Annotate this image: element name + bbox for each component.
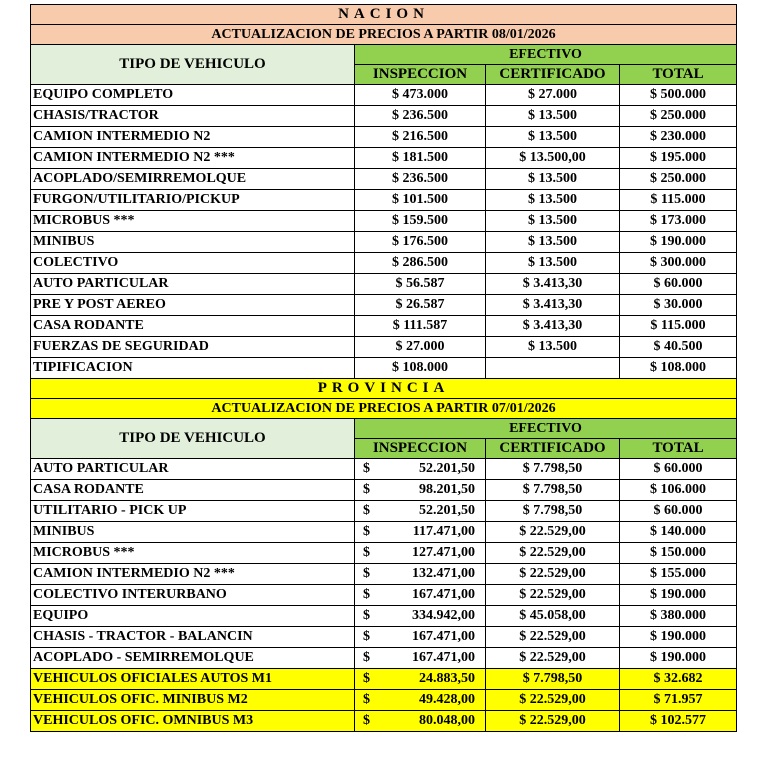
vehicle-type: VEHICULOS OFIC. OMNIBUS M3: [31, 710, 355, 731]
vehicle-type: CAMION INTERMEDIO N2: [31, 127, 355, 148]
certificado-price: $ 7.798,50: [486, 479, 620, 500]
inspeccion-cell: [355, 647, 486, 668]
provincia-header-tipo: TIPO DE VEHICULO: [31, 418, 355, 458]
nacion-header-total: TOTAL: [620, 65, 737, 85]
provincia-row: [31, 500, 737, 521]
inspeccion-cell: [355, 626, 486, 647]
nacion-subtitle: ACTUALIZACION DE PRECIOS A PARTIR 08/01/2026: [31, 25, 737, 45]
certificado-price: $ 27.000: [486, 85, 620, 106]
inspeccion-price: 52.201,50: [419, 502, 475, 518]
inspeccion-price: $ 176.500: [355, 232, 486, 253]
certificado-price: $ 22.529,00: [486, 521, 620, 542]
inspeccion-price: $ 108.000: [355, 358, 486, 379]
currency-symbol: $: [363, 670, 370, 686]
inspeccion-cell: [355, 542, 486, 563]
provincia-header-inspeccion: INSPECCION: [355, 438, 486, 458]
inspeccion-price: $ 236.500: [355, 169, 486, 190]
certificado-price: $ 13.500: [486, 232, 620, 253]
vehicle-type: FURGON/UTILITARIO/PICKUP: [31, 190, 355, 211]
total-price: $ 32.682: [620, 668, 737, 689]
total-price: $ 173.000: [620, 211, 737, 232]
provincia-subtitle-row: [31, 398, 737, 418]
nacion-header-efectivo: EFECTIVO: [355, 45, 737, 65]
vehicle-type: CASA RODANTE: [31, 479, 355, 500]
provincia-header-row-1: [31, 418, 737, 438]
certificado-price: $ 13.500: [486, 169, 620, 190]
total-price: $ 60.000: [620, 274, 737, 295]
inspeccion-money: [357, 564, 483, 584]
inspeccion-price: $ 101.500: [355, 190, 486, 211]
total-price: $ 40.500: [620, 337, 737, 358]
currency-symbol: $: [363, 649, 370, 665]
nacion-row: [31, 316, 737, 337]
nacion-title-row: [31, 5, 737, 25]
certificado-price: $ 22.529,00: [486, 647, 620, 668]
inspeccion-money: [357, 522, 483, 542]
inspeccion-cell: [355, 500, 486, 521]
provincia-row: [31, 563, 737, 584]
inspeccion-price: 132.471,00: [412, 565, 475, 581]
certificado-price: $ 22.529,00: [486, 563, 620, 584]
total-price: $ 155.000: [620, 563, 737, 584]
inspeccion-price: $ 216.500: [355, 127, 486, 148]
provincia-row: [31, 521, 737, 542]
provincia-row: [31, 689, 737, 710]
total-price: $ 102.577: [620, 710, 737, 731]
certificado-price: $ 3.413,30: [486, 295, 620, 316]
currency-symbol: $: [363, 523, 370, 539]
inspeccion-money: [357, 501, 483, 521]
currency-symbol: $: [363, 712, 370, 728]
nacion-header-certificado: CERTIFICADO: [486, 65, 620, 85]
total-price: $ 60.000: [620, 458, 737, 479]
total-price: $ 250.000: [620, 106, 737, 127]
certificado-price: $ 3.413,30: [486, 316, 620, 337]
vehicle-type: UTILITARIO - PICK UP: [31, 500, 355, 521]
currency-symbol: $: [363, 502, 370, 518]
currency-symbol: $: [363, 544, 370, 560]
total-price: $ 150.000: [620, 542, 737, 563]
total-price: $ 108.000: [620, 358, 737, 379]
total-price: $ 140.000: [620, 521, 737, 542]
total-price: $ 60.000: [620, 500, 737, 521]
vehicle-type: FUERZAS DE SEGURIDAD: [31, 337, 355, 358]
inspeccion-money: [357, 711, 483, 731]
inspeccion-price: $ 236.500: [355, 106, 486, 127]
provincia-row: [31, 584, 737, 605]
vehicle-type: CAMION INTERMEDIO N2 ***: [31, 148, 355, 169]
total-price: $ 106.000: [620, 479, 737, 500]
provincia-title: PROVINCIA: [31, 378, 737, 398]
total-price: $ 190.000: [620, 647, 737, 668]
inspeccion-price: $ 473.000: [355, 85, 486, 106]
inspeccion-price: 98.201,50: [419, 481, 475, 497]
inspeccion-cell: [355, 563, 486, 584]
total-price: $ 115.000: [620, 190, 737, 211]
total-price: $ 300.000: [620, 253, 737, 274]
provincia-subtitle: ACTUALIZACION DE PRECIOS A PARTIR 07/01/2026: [31, 398, 737, 418]
total-price: $ 500.000: [620, 85, 737, 106]
inspeccion-price: 167.471,00: [412, 649, 475, 665]
inspeccion-money: [357, 627, 483, 647]
currency-symbol: $: [363, 565, 370, 581]
provincia-table: [30, 378, 737, 732]
nacion-row: [31, 253, 737, 274]
provincia-title-row: [31, 378, 737, 398]
certificado-price: $ 22.529,00: [486, 584, 620, 605]
nacion-row: [31, 106, 737, 127]
inspeccion-cell: [355, 668, 486, 689]
nacion-row: [31, 295, 737, 316]
vehicle-type: CHASIS - TRACTOR - BALANCIN: [31, 626, 355, 647]
nacion-row: [31, 190, 737, 211]
total-price: $ 71.957: [620, 689, 737, 710]
inspeccion-price: 167.471,00: [412, 628, 475, 644]
inspeccion-price: 167.471,00: [412, 586, 475, 602]
vehicle-type: CASA RODANTE: [31, 316, 355, 337]
inspeccion-money: [357, 543, 483, 563]
currency-symbol: $: [363, 628, 370, 644]
vehicle-type: MICROBUS ***: [31, 211, 355, 232]
inspeccion-price: 117.471,00: [412, 523, 475, 539]
vehicle-type: COLECTIVO: [31, 253, 355, 274]
inspeccion-price: $ 56.587: [355, 274, 486, 295]
inspeccion-price: 49.428,00: [419, 691, 475, 707]
vehicle-type: MICROBUS ***: [31, 542, 355, 563]
total-price: $ 115.000: [620, 316, 737, 337]
inspeccion-cell: [355, 521, 486, 542]
nacion-row: [31, 358, 737, 379]
nacion-row: [31, 127, 737, 148]
provincia-row: [31, 710, 737, 731]
inspeccion-price: $ 26.587: [355, 295, 486, 316]
vehicle-type: CHASIS/TRACTOR: [31, 106, 355, 127]
nacion-header-row-1: [31, 45, 737, 65]
certificado-price: $ 22.529,00: [486, 626, 620, 647]
total-price: $ 230.000: [620, 127, 737, 148]
provincia-row: [31, 458, 737, 479]
certificado-price: $ 22.529,00: [486, 689, 620, 710]
certificado-price: $ 3.413,30: [486, 274, 620, 295]
nacion-header-tipo: TIPO DE VEHICULO: [31, 45, 355, 85]
inspeccion-money: [357, 648, 483, 668]
vehicle-type: AUTO PARTICULAR: [31, 458, 355, 479]
inspeccion-price: 80.048,00: [419, 712, 475, 728]
price-sheet: [30, 4, 736, 732]
provincia-row: [31, 542, 737, 563]
inspeccion-price: 127.471,00: [412, 544, 475, 560]
certificado-price: $ 7.798,50: [486, 668, 620, 689]
certificado-price: $ 7.798,50: [486, 458, 620, 479]
inspeccion-cell: [355, 710, 486, 731]
inspeccion-money: [357, 690, 483, 710]
certificado-price: $ 13.500: [486, 253, 620, 274]
certificado-price: $ 45.058,00: [486, 605, 620, 626]
inspeccion-cell: [355, 605, 486, 626]
nacion-row: [31, 337, 737, 358]
provincia-row: [31, 626, 737, 647]
inspeccion-price: $ 27.000: [355, 337, 486, 358]
certificado-price: [486, 358, 620, 379]
currency-symbol: $: [363, 607, 370, 623]
nacion-row: [31, 232, 737, 253]
certificado-price: $ 13.500,00: [486, 148, 620, 169]
inspeccion-money: [357, 585, 483, 605]
currency-symbol: $: [363, 460, 370, 476]
inspeccion-cell: [355, 458, 486, 479]
inspeccion-cell: [355, 584, 486, 605]
inspeccion-price: $ 111.587: [355, 316, 486, 337]
provincia-header-certificado: CERTIFICADO: [486, 438, 620, 458]
provincia-header-efectivo: EFECTIVO: [355, 418, 737, 438]
currency-symbol: $: [363, 691, 370, 707]
inspeccion-price: $ 181.500: [355, 148, 486, 169]
vehicle-type: MINIBUS: [31, 232, 355, 253]
inspeccion-money: [357, 480, 483, 500]
nacion-row: [31, 211, 737, 232]
inspeccion-money: [357, 459, 483, 479]
nacion-header-inspeccion: INSPECCION: [355, 65, 486, 85]
inspeccion-cell: [355, 689, 486, 710]
certificado-price: $ 13.500: [486, 337, 620, 358]
inspeccion-money: [357, 606, 483, 626]
certificado-price: $ 13.500: [486, 211, 620, 232]
vehicle-type: TIPIFICACION: [31, 358, 355, 379]
nacion-table: [30, 4, 737, 379]
vehicle-type: EQUIPO COMPLETO: [31, 85, 355, 106]
inspeccion-price: 24.883,50: [419, 670, 475, 686]
certificado-price: $ 13.500: [486, 190, 620, 211]
vehicle-type: COLECTIVO INTERURBANO: [31, 584, 355, 605]
total-price: $ 195.000: [620, 148, 737, 169]
vehicle-type: AUTO PARTICULAR: [31, 274, 355, 295]
provincia-row: [31, 479, 737, 500]
provincia-row: [31, 605, 737, 626]
currency-symbol: $: [363, 481, 370, 497]
nacion-row: [31, 85, 737, 106]
nacion-row: [31, 169, 737, 190]
total-price: $ 250.000: [620, 169, 737, 190]
total-price: $ 380.000: [620, 605, 737, 626]
provincia-row: [31, 647, 737, 668]
vehicle-type: VEHICULOS OFIC. MINIBUS M2: [31, 689, 355, 710]
vehicle-type: PRE Y POST AEREO: [31, 295, 355, 316]
total-price: $ 190.000: [620, 626, 737, 647]
inspeccion-price: 52.201,50: [419, 460, 475, 476]
nacion-subtitle-row: [31, 25, 737, 45]
nacion-title: NACION: [31, 5, 737, 25]
vehicle-type: EQUIPO: [31, 605, 355, 626]
vehicle-type: CAMION INTERMEDIO N2 ***: [31, 563, 355, 584]
vehicle-type: VEHICULOS OFICIALES AUTOS M1: [31, 668, 355, 689]
inspeccion-price: 334.942,00: [412, 607, 475, 623]
total-price: $ 190.000: [620, 584, 737, 605]
vehicle-type: ACOPLADO/SEMIRREMOLQUE: [31, 169, 355, 190]
certificado-price: $ 22.529,00: [486, 542, 620, 563]
currency-symbol: $: [363, 586, 370, 602]
vehicle-type: MINIBUS: [31, 521, 355, 542]
nacion-row: [31, 274, 737, 295]
nacion-row: [31, 148, 737, 169]
provincia-header-total: TOTAL: [620, 438, 737, 458]
inspeccion-price: $ 286.500: [355, 253, 486, 274]
total-price: $ 30.000: [620, 295, 737, 316]
vehicle-type: ACOPLADO - SEMIRREMOLQUE: [31, 647, 355, 668]
certificado-price: $ 13.500: [486, 106, 620, 127]
certificado-price: $ 22.529,00: [486, 710, 620, 731]
inspeccion-money: [357, 669, 483, 689]
provincia-row: [31, 668, 737, 689]
certificado-price: $ 13.500: [486, 127, 620, 148]
inspeccion-price: $ 159.500: [355, 211, 486, 232]
certificado-price: $ 7.798,50: [486, 500, 620, 521]
total-price: $ 190.000: [620, 232, 737, 253]
inspeccion-cell: [355, 479, 486, 500]
